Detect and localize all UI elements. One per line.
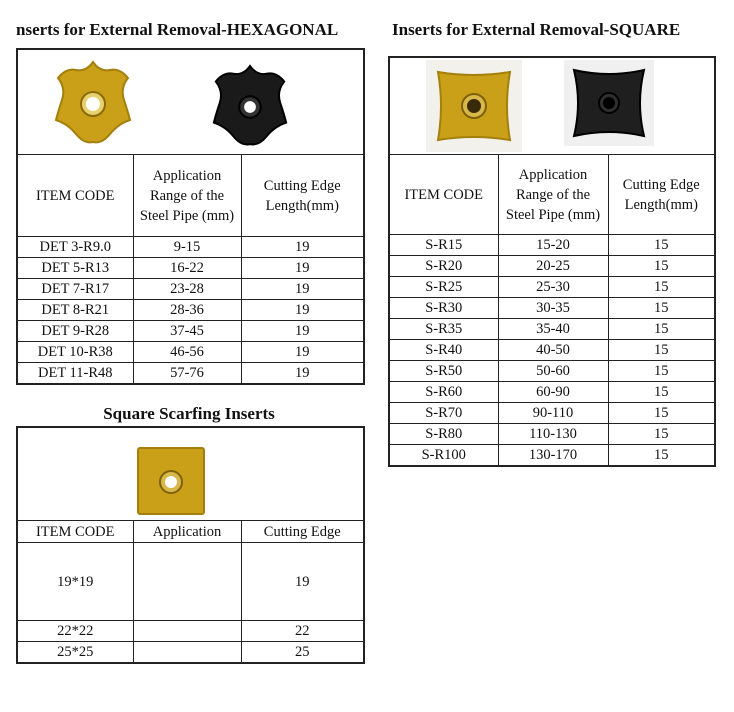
- application-range: 57-76: [133, 363, 241, 385]
- table-row: [389, 361, 715, 382]
- scarf-header-item-code: ITEM CODE: [17, 521, 133, 543]
- table-row: [389, 340, 715, 361]
- application-range: 35-40: [498, 319, 608, 340]
- application-range: 60-90: [498, 382, 608, 403]
- scarf-header-application: Application: [133, 521, 241, 543]
- table-row: [17, 642, 364, 664]
- cutting-edge: 19: [241, 363, 364, 385]
- scarf-header-cutting-edge: Cutting Edge: [241, 521, 364, 543]
- application-range: 90-110: [498, 403, 608, 424]
- table-row: [17, 321, 364, 342]
- table-row: [389, 403, 715, 424]
- application-range: 25-30: [498, 277, 608, 298]
- table-row: [17, 543, 364, 621]
- application-range: 23-28: [133, 279, 241, 300]
- cutting-edge: 19: [241, 300, 364, 321]
- item-code: S-R100: [389, 445, 498, 467]
- item-code: 25*25: [17, 642, 133, 664]
- application-range: 30-35: [498, 298, 608, 319]
- table-row: [17, 363, 364, 385]
- item-code: S-R30: [389, 298, 498, 319]
- item-code: DET 7-R17: [17, 279, 133, 300]
- cutting-edge: 15: [608, 403, 715, 424]
- table-row: [389, 235, 715, 256]
- cutting-edge: 15: [608, 361, 715, 382]
- cutting-edge: 25: [241, 642, 364, 664]
- item-code: DET 10-R38: [17, 342, 133, 363]
- item-code: S-R50: [389, 361, 498, 382]
- cutting-edge: 22: [241, 621, 364, 642]
- square-section-title: Inserts for External Removal-SQUARE: [392, 20, 681, 39]
- item-code: S-R60: [389, 382, 498, 403]
- black-square-insert-image: [564, 60, 654, 146]
- application-range: 28-36: [133, 300, 241, 321]
- application-range: 110-130: [498, 424, 608, 445]
- item-code: DET 9-R28: [17, 321, 133, 342]
- item-code: S-R15: [389, 235, 498, 256]
- gold-hex-insert-image: [48, 58, 138, 148]
- table-row: [17, 300, 364, 321]
- cutting-edge: 19: [241, 342, 364, 363]
- table-row: [17, 342, 364, 363]
- hex-header-item-code: ITEM CODE: [17, 155, 133, 237]
- cutting-edge: 15: [608, 382, 715, 403]
- item-code: S-R25: [389, 277, 498, 298]
- cutting-edge: 19: [241, 279, 364, 300]
- hex-header-application: Application Range of the Steel Pipe (mm): [133, 155, 241, 237]
- application-range: 40-50: [498, 340, 608, 361]
- hex-table: [16, 48, 365, 385]
- application-range: 130-170: [498, 445, 608, 467]
- table-row: [17, 258, 364, 279]
- cutting-edge: 15: [608, 445, 715, 467]
- table-row: [389, 382, 715, 403]
- cutting-edge: 15: [608, 277, 715, 298]
- cutting-edge: 19: [241, 258, 364, 279]
- application-range: 20-25: [498, 256, 608, 277]
- item-code: DET 3-R9.0: [17, 237, 133, 258]
- application-range: 16-22: [133, 258, 241, 279]
- scarf-image-cell: [17, 427, 364, 521]
- cutting-edge: 19: [241, 543, 364, 621]
- application: [133, 543, 241, 621]
- application: [133, 621, 241, 642]
- table-row: [17, 621, 364, 642]
- cutting-edge: 19: [241, 237, 364, 258]
- item-code: 22*22: [17, 621, 133, 642]
- cutting-edge: 15: [608, 319, 715, 340]
- table-row: [17, 279, 364, 300]
- table-row: [389, 298, 715, 319]
- gold-scarfing-insert-image: [134, 444, 208, 518]
- hex-image-cell: [17, 49, 364, 155]
- application-range: 50-60: [498, 361, 608, 382]
- gold-square-insert-image: [426, 60, 522, 152]
- table-row: [389, 256, 715, 277]
- item-code: S-R20: [389, 256, 498, 277]
- table-row: [389, 319, 715, 340]
- square-image-cell: [389, 57, 715, 155]
- item-code: S-R40: [389, 340, 498, 361]
- table-row: [389, 424, 715, 445]
- cutting-edge: 15: [608, 298, 715, 319]
- item-code: 19*19: [17, 543, 133, 621]
- cutting-edge: 15: [608, 256, 715, 277]
- application-range: 37-45: [133, 321, 241, 342]
- item-code: S-R80: [389, 424, 498, 445]
- application-range: 15-20: [498, 235, 608, 256]
- scarf-table: [16, 426, 365, 664]
- table-row: [389, 445, 715, 467]
- hex-section-title: nserts for External Removal-HEXAGONAL: [16, 20, 339, 39]
- cutting-edge: 15: [608, 235, 715, 256]
- cutting-edge: 15: [608, 424, 715, 445]
- item-code: S-R70: [389, 403, 498, 424]
- cutting-edge: 19: [241, 321, 364, 342]
- cutting-edge: 15: [608, 340, 715, 361]
- square-header-cutting-edge: Cutting Edge Length(mm): [608, 155, 715, 235]
- table-row: [17, 237, 364, 258]
- item-code: DET 5-R13: [17, 258, 133, 279]
- square-header-application: Application Range of the Steel Pipe (mm): [498, 155, 608, 235]
- scarf-section-title: Square Scarfing Inserts: [103, 404, 275, 423]
- square-table: [388, 56, 716, 467]
- item-code: DET 11-R48: [17, 363, 133, 385]
- item-code: DET 8-R21: [17, 300, 133, 321]
- square-header-item-code: ITEM CODE: [389, 155, 498, 235]
- table-row: [389, 277, 715, 298]
- item-code: S-R35: [389, 319, 498, 340]
- black-hex-insert-image: [206, 62, 294, 150]
- application-range: 9-15: [133, 237, 241, 258]
- application-range: 46-56: [133, 342, 241, 363]
- application: [133, 642, 241, 664]
- hex-header-cutting-edge: Cutting Edge Length(mm): [241, 155, 364, 237]
